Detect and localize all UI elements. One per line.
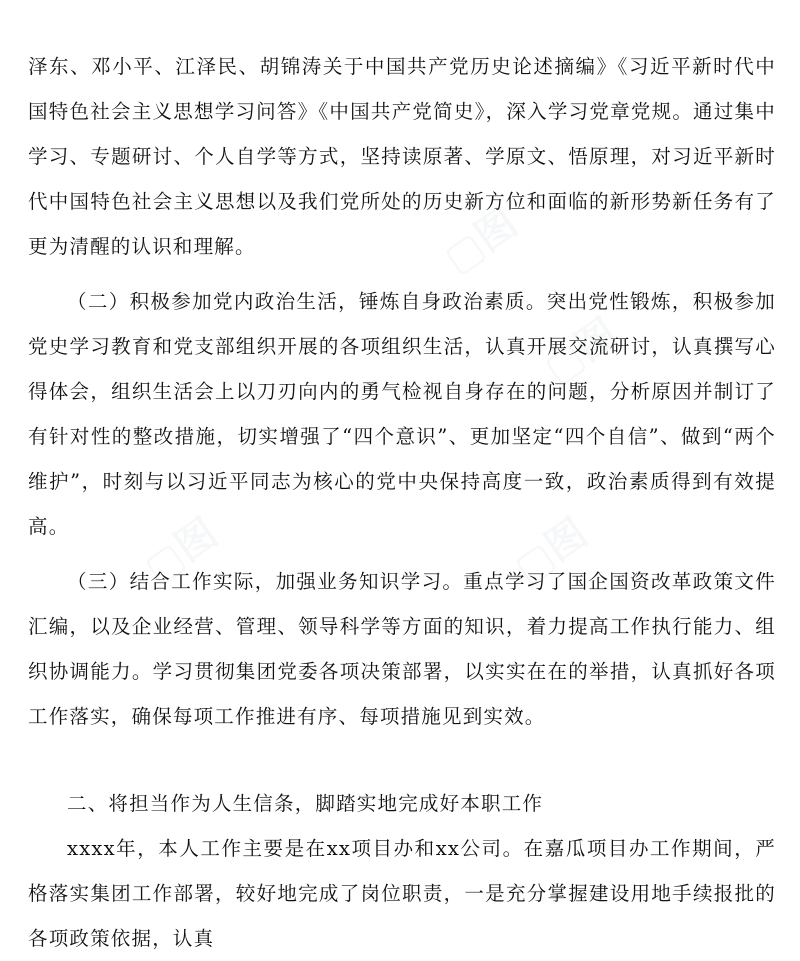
watermark-logo-2: ▢图 — [535, 310, 626, 393]
watermark-logo-3: ▢图 — [135, 510, 226, 593]
watermark-logo-1: ▢图 — [435, 200, 526, 283]
paragraph-study-materials: 泽东、邓小平、江泽民、胡锦涛关于中国共产党历史论述摘编》《习近平新时代中国特色社会主义思想学习问答》《中国共产党简史》，深入学习党章党规。通过集中学习、专题研讨、个人自学等方式，坚持读原著、学原文、悟原理，对习近平新时代中国特色社会主义思想以及我们党所处的历史新方位和面临的新形势新任务有了更为清醒的认识和理解。 — [28, 55, 776, 258]
paragraph-party-life: （二）积极参加党内政治生活，锤炼自身政治素质。突出党性锻炼，积极参加党史学习教育和党支部组织开展的各项组织生活，认真开展交流研讨，认真撰写心得体会，组织生活会上以刀刃向内的勇气检视自身存在的问题，分析原因并制订了有针对性的整改措施，切实增强了“四个意识”、更加坚定“四个自信”、做到“两个维护”，时刻与以习近平同志为核心的党中央保持高度一致，政治素质得到有效提高。 — [28, 290, 776, 538]
paragraph-work-summary: xxxx年，本人工作主要是在xx项目办和xx公司。在嘉瓜项目办工作期间，严格落实集团工作部署，较好地完成了岗位职责，一是充分掌握建设用地手续报批的各项政策依据，认真 — [28, 837, 776, 950]
document-body — [28, 0, 776, 961]
paragraph-business-study: （三）结合工作实际，加强业务知识学习。重点学习了国企国资改革政策文件汇编，以及企业经营、管理、领导科学等方面的知识，着力提高工作执行能力、组织协调能力。学习贯彻集团党委各项决策部署，以实实在在的举措，认真抓好各项工作落实，确保每项工作推进有序、每项措施见到实效。 — [28, 570, 776, 728]
watermark-logo-4: ▢图 — [505, 510, 596, 593]
section-heading: 二、将担当作为人生信条，脚踏实地完成好本职工作 — [67, 792, 544, 815]
